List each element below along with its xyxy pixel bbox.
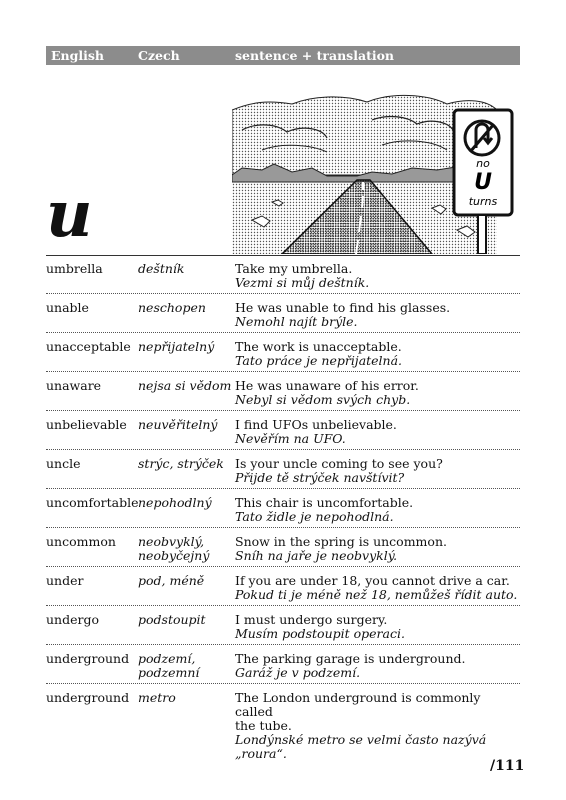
example-sentence: He was unable to find his glasses.: [235, 300, 451, 315]
czech-word: [138, 574, 234, 588]
sign-text-u: U: [474, 170, 492, 195]
example-translation: Tato židle je nepohodlná.: [235, 509, 394, 524]
example-translation: Nemohl najít brýle.: [235, 314, 358, 329]
example-block: [235, 496, 520, 524]
entry-row: [46, 340, 520, 372]
czech-word-line: deštník: [138, 261, 185, 276]
entry-row: [46, 418, 520, 450]
example-block: [235, 457, 520, 485]
header-english: English: [51, 48, 104, 63]
header-sentence: sentence + translation: [235, 48, 395, 63]
english-word: unbelievable: [46, 417, 127, 432]
czech-word: [138, 613, 234, 627]
english-word: uncommon: [46, 534, 116, 549]
entry-row: [46, 301, 520, 333]
czech-word: [138, 262, 234, 276]
czech-word: [138, 691, 234, 705]
example-sentence: The parking garage is underground.: [235, 651, 466, 666]
example-sentence: the tube.: [235, 718, 292, 733]
entry-row: [46, 535, 520, 567]
czech-word: [138, 535, 234, 563]
czech-word-line: strýc, strýček: [138, 456, 224, 471]
example-sentence: The work is unacceptable.: [235, 339, 402, 354]
example-translation: Londýnské metro se velmi často nazývá „roura“.: [235, 732, 487, 761]
example-sentence: Take my umbrella.: [235, 261, 353, 276]
example-block: [235, 574, 520, 602]
english-word: unaware: [46, 378, 102, 393]
example-translation: Vezmi si můj deštník.: [235, 275, 370, 290]
sign-text-no: no: [476, 157, 490, 170]
czech-word-line: nepřijatelný: [138, 339, 215, 354]
entry-row: [46, 457, 520, 489]
example-translation: Pokud ti je méně než 18, nemůžeš řídit auto.: [235, 587, 518, 602]
section-letter: u: [46, 177, 93, 252]
example-block: [235, 418, 520, 446]
entry-list: [46, 262, 520, 771]
czech-word-line: pod, méně: [138, 573, 205, 588]
example-sentence: I must undergo surgery.: [235, 612, 388, 627]
entry-row: [46, 379, 520, 411]
czech-word-line: neuvěřitelný: [138, 417, 218, 432]
entry-row: [46, 691, 520, 764]
example-translation: Sníh na jaře je neobvyklý.: [235, 548, 398, 563]
czech-word-line: nejsa si vědom: [138, 378, 232, 393]
english-word: unacceptable: [46, 339, 131, 354]
example-sentence: He was unaware of his error.: [235, 378, 419, 393]
example-block: [235, 691, 520, 761]
czech-word-line: podzemí,: [138, 651, 196, 666]
english-word: umbrella: [46, 261, 103, 276]
czech-word-line: metro: [138, 690, 176, 705]
entry-row: [46, 262, 520, 294]
example-sentence: Is your uncle coming to see you?: [235, 456, 443, 471]
czech-word-line: neobvyklý,: [138, 534, 205, 549]
czech-word: [138, 457, 234, 471]
example-translation: Tato práce je nepřijatelná.: [235, 353, 403, 368]
czech-word: [138, 652, 234, 680]
example-sentence: The London underground is commonly called: [235, 690, 481, 719]
english-word: under: [46, 573, 84, 588]
example-block: [235, 379, 520, 407]
sign-text-turns: turns: [468, 195, 498, 208]
example-block: [235, 301, 520, 329]
example-block: [235, 652, 520, 680]
header-bar: [46, 46, 520, 65]
czech-word-line: neobyčejný: [138, 548, 210, 563]
english-word: unable: [46, 300, 89, 315]
example-block: [235, 535, 520, 563]
czech-word: [138, 418, 234, 432]
example-block: [235, 340, 520, 368]
czech-word-line: nepohodlný: [138, 495, 212, 510]
english-word: uncle: [46, 456, 81, 471]
czech-word: [138, 496, 234, 510]
czech-word-line: podstoupit: [138, 612, 206, 627]
example-block: [235, 262, 520, 290]
header-czech: Czech: [138, 48, 180, 63]
english-word: underground: [46, 690, 130, 705]
english-word: undergo: [46, 612, 100, 627]
road-illustration: [232, 90, 520, 254]
entry-row: [46, 613, 520, 645]
entry-row: [46, 652, 520, 684]
example-translation: Přijde tě strýček navštívit?: [235, 470, 405, 485]
example-translation: Nevěřím na UFO.: [235, 431, 346, 446]
page-number: /111: [490, 758, 525, 774]
czech-word: [138, 379, 234, 393]
english-word: underground: [46, 651, 130, 666]
example-block: [235, 613, 520, 641]
czech-word: [138, 301, 234, 315]
example-sentence: I find UFOs unbelievable.: [235, 417, 397, 432]
example-translation: Musím podstoupit operaci.: [235, 626, 405, 641]
example-translation: Nebyl si vědom svých chyb.: [235, 392, 411, 407]
example-translation: Garáž je v podzemí.: [235, 665, 361, 680]
czech-word-line: neschopen: [138, 300, 206, 315]
example-sentence: Snow in the spring is uncommon.: [235, 534, 447, 549]
czech-word-line: podzemní: [138, 665, 200, 680]
czech-word: [138, 340, 234, 354]
entry-row: [46, 496, 520, 528]
top-rule: [46, 255, 520, 256]
english-word: uncomfortable: [46, 495, 139, 510]
example-sentence: If you are under 18, you cannot drive a car.: [235, 573, 510, 588]
example-sentence: This chair is uncomfortable.: [235, 495, 414, 510]
entry-row: [46, 574, 520, 606]
